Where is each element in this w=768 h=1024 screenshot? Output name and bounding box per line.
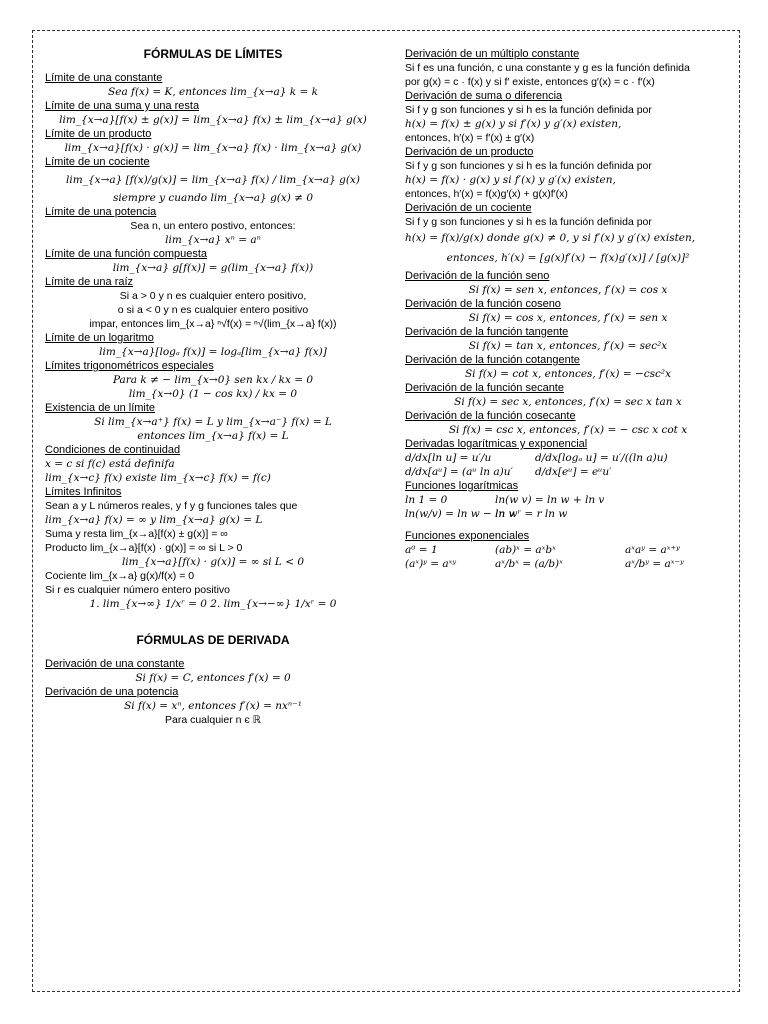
text-line: Si r es cualquier número entero positivo: [45, 584, 231, 596]
formula: entonces lim_{x→a} f(x) = L: [137, 430, 289, 442]
formula-cell: aˣaʸ = aˣ⁺ʸ: [625, 544, 680, 556]
formula: x = c si f(c) está definifa: [45, 458, 175, 470]
text-line: impar, entonces lim_{x→a} ⁿ√f(x) = ⁿ√(lim_{x→a} f(x)): [89, 318, 337, 330]
section-heading: Derivación de la función tangente: [405, 326, 569, 338]
text-line: Si a > 0 y n es cualquier entero positivo,: [119, 290, 307, 302]
section-heading: Derivación de una potencia: [45, 686, 179, 698]
formula: h(x) = f(x)/g(x) donde g(x) ≠ 0, y si f′(x) y g′(x) existen,: [405, 232, 696, 244]
text-line: entonces, h′(x) = f′(x) ± g′(x): [405, 132, 535, 144]
formula: Si f(x) = cos x, entonces, f′(x) = sen x: [468, 312, 668, 324]
formula: Si f(x) = C, entonces f′(x) = 0: [135, 672, 291, 684]
text-line: Si f y g son funciones y si h es la función definida por: [405, 216, 652, 228]
formula: lim_{x→a} xⁿ = aⁿ: [165, 234, 261, 246]
text-line: Producto lim_{x→a}[f(x) · g(x)] = ∞ si L > 0: [45, 542, 243, 554]
section-heading: Derivación de la función cosecante: [405, 410, 576, 422]
formula: lim_{x→a} [f(x)/g(x)] = lim_{x→a} f(x) / lim_{x→a} g(x): [66, 174, 360, 186]
formula-cell: ln 1 = 0: [405, 494, 448, 506]
formula: 1. lim_{x→∞} 1/xʳ = 0 2. lim_{x→−∞} 1/xʳ = 0: [89, 598, 337, 610]
section-heading: Derivación de una constante: [45, 658, 185, 670]
text-line: Cociente lim_{x→a} g(x)/f(x) = 0: [45, 570, 195, 582]
formula-sheet: [32, 30, 740, 992]
formula: lim_{x→a}[logₐ f(x)] = logₐ[lim_{x→a} f(x)]: [99, 346, 327, 358]
section-heading: Existencia de un límite: [45, 402, 156, 414]
section-heading: Límite de una suma y una resta: [45, 100, 200, 112]
section-heading: Límites Infinitos: [45, 486, 122, 498]
formula: lim_{x→a}[f(x) · g(x)] = ∞ si L < 0: [121, 556, 305, 568]
formula: lim_{x→0} (1 − cos kx) / kx = 0: [128, 388, 298, 400]
section-heading: Funciones logarítmicas: [405, 480, 519, 492]
section-heading: Derivación de un múltiplo constante: [405, 48, 580, 60]
formula-cell: d/dx[ln u] = u′/u: [405, 452, 492, 464]
formula: Si f(x) = tan x, entonces, f′(x) = sec²x: [468, 340, 668, 352]
section-heading: Derivación de la función coseno: [405, 298, 561, 310]
section-heading: Derivación de un producto: [405, 146, 534, 158]
right-column: [405, 47, 731, 571]
section-heading: Límite de una función compuesta: [45, 248, 208, 260]
formula-cell: d/dx[eᵘ] = eᵘu′: [535, 466, 612, 478]
text-line: Sean a y L números reales, y f y g funciones tales que: [45, 500, 298, 512]
formula-row: [405, 493, 731, 507]
formula-cell: d/dx[logₐ u] = u′/((ln a)u): [535, 452, 668, 464]
section-heading: Derivación de la función cotangente: [405, 354, 580, 366]
text-line: entonces, h′(x) = f(x)g′(x) + g(x)f′(x): [405, 188, 568, 200]
formula-cell: aˣ/bˣ = (a/b)ˣ: [495, 558, 563, 570]
text-line: Para cualquier n є ℝ: [165, 714, 261, 726]
section-heading: Derivación de la función seno: [405, 270, 550, 282]
formula-row: [405, 451, 731, 465]
formula: h(x) = f(x) ± g(x) y si f′(x) y g′(x) existen,: [405, 118, 622, 130]
section-heading: Derivación de la función secante: [405, 382, 564, 394]
formula-row: [405, 543, 731, 557]
formula: Si lim_{x→a⁺} f(x) = L y lim_{x→a⁻} f(x) = L: [94, 416, 332, 428]
text-line: o si a < 0 y n es cualquier entero positivo: [117, 304, 309, 316]
text-line: Si f y g son funciones y si h es la función definida por: [405, 160, 652, 172]
formula: h(x) = f(x) · g(x) y si f′(x) y g′(x) existen,: [405, 174, 616, 186]
formula: lim_{x→a}[f(x) ± g(x)] = lim_{x→a} f(x) ± lim_{x→a} g(x): [59, 114, 367, 126]
formula-cell: d/dx[aᵘ] = (aᵘ ln a)u′: [405, 466, 513, 478]
derivatives-list-left: [45, 657, 381, 727]
formula: lim_{x→a}[f(x) · g(x)] = lim_{x→a} f(x) · lim_{x→a} g(x): [64, 142, 362, 154]
formula-cell: ln(w v) = ln w + ln v: [495, 494, 605, 506]
formula: Si f(x) = csc x, entonces, f′(x) = − csc x cot x: [448, 424, 688, 436]
formula-row: [405, 507, 731, 521]
formula-row: [405, 465, 731, 479]
formula-cell: aˣ/bʸ = aˣ⁻ʸ: [625, 558, 684, 570]
text-line: Suma y resta lim_{x→a}[f(x) ± g(x)] = ∞: [45, 528, 228, 540]
section-heading: Límites trigonométricos especiales: [45, 360, 214, 372]
derivatives-title: FÓRMULAS DE DERIVADA: [136, 633, 290, 647]
section-heading: Límite de una raíz: [45, 276, 134, 288]
formula: Si f(x) = xⁿ, entonces f′(x) = nxⁿ⁻¹: [124, 700, 302, 712]
left-column: [45, 47, 381, 727]
log-exp-derivatives: [405, 451, 731, 479]
formula: lim_{x→c} f(x) existe lim_{x→c} f(x) = f(c): [45, 472, 271, 484]
limits-list: [45, 71, 381, 611]
formula-cell: (aˣ)ʸ = aˣʸ: [405, 558, 457, 570]
section-heading: Condiciones de continuidad: [45, 444, 181, 456]
text-line: Sea n, un entero postivo, entonces:: [130, 220, 296, 232]
section-heading: Derivadas logarítmicas y exponencial: [405, 438, 588, 450]
formula-cell: ln(w/v) = ln w − ln v: [405, 508, 515, 520]
section-heading: Límite de un producto: [45, 128, 152, 140]
limits-title: FÓRMULAS DE LÍMITES: [143, 47, 283, 61]
formula: Sea f(x) = K, entonces lim_{x→a} k = k: [108, 86, 318, 98]
formula: siempre y cuando lim_{x→a} g(x) ≠ 0: [112, 192, 314, 204]
formula: Si f(x) = sen x, entonces, f′(x) = cos x: [468, 284, 668, 296]
section-heading: Funciones exponenciales: [405, 530, 530, 542]
text-line: Si f y g son funciones y si h es la función definida por: [405, 104, 652, 116]
formula: Si f(x) = cot x, entonces, f′(x) = −csc²x: [464, 368, 672, 380]
text-line: por g(x) = c · f(x) y si f′ existe, entonces g′(x) = c · f′(x): [405, 76, 655, 88]
exp-identities: [405, 543, 731, 571]
text-line: Si f es una función, c una constante y g es la función definida: [405, 62, 690, 74]
section-heading: Límite de una constante: [45, 72, 163, 84]
formula: Para k ≠ − lim_{x→0} sen kx / kx = 0: [112, 374, 314, 386]
formula: lim_{x→a} g[f(x)] = g(lim_{x→a} f(x)): [112, 262, 314, 274]
formula: lim_{x→a} f(x) = ∞ y lim_{x→a} g(x) = L: [45, 514, 263, 526]
section-heading: Límite de un logaritmo: [45, 332, 154, 344]
derivatives-list-right: [405, 47, 731, 451]
formula: Si f(x) = sec x, entonces, f′(x) = sec x tan x: [454, 396, 682, 408]
log-identities: [405, 493, 731, 521]
section-heading: Derivación de suma o diferencia: [405, 90, 563, 102]
section-heading: Límite de un cociente: [45, 156, 150, 168]
formula: entonces, h′(x) = [g(x)f′(x) − f(x)g′(x)] / [g(x)]²: [446, 252, 690, 264]
formula-cell: a⁰ = 1: [405, 544, 438, 556]
formula-cell: ln wʳ = r ln w: [495, 508, 568, 520]
formula-cell: (ab)ˣ = aˣbˣ: [495, 544, 556, 556]
section-heading: Límite de una potencia: [45, 206, 157, 218]
formula-row: [405, 557, 731, 571]
section-heading: Derivación de un cociente: [405, 202, 532, 214]
